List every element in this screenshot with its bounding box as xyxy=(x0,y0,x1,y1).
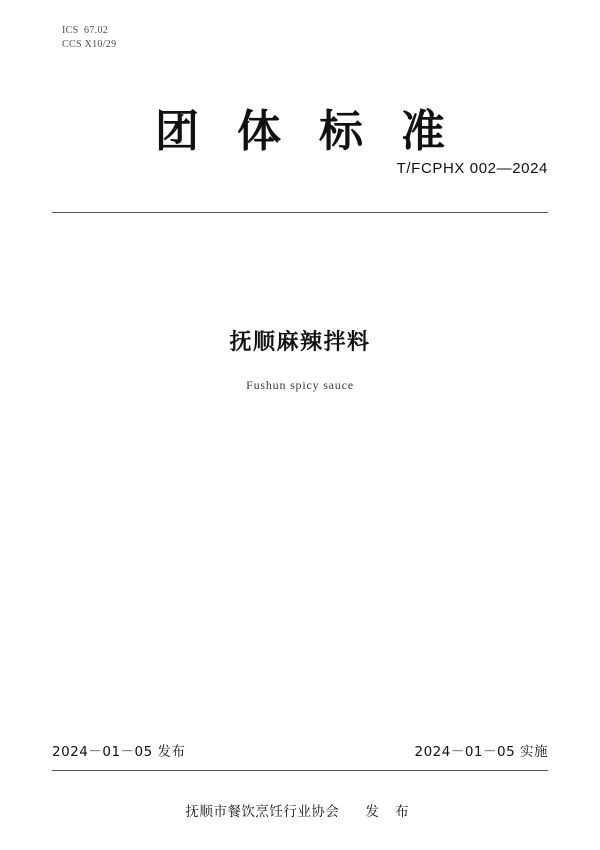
ccs-code: CCS X10/29 xyxy=(62,39,117,50)
publisher-action: 发 布 xyxy=(365,804,415,820)
ics-code: ICS 67.02 xyxy=(62,25,109,36)
issue-date: 2024－01－05 发布 xyxy=(52,744,186,760)
header-divider xyxy=(52,212,548,213)
publisher-name: 抚顺市餐饮烹饪行业协会 xyxy=(185,804,340,820)
document-name-chinese: 抚顺麻辣拌料 xyxy=(229,330,371,355)
publisher-line xyxy=(0,800,600,820)
page-title: 团体标准 xyxy=(155,106,483,157)
document-name-english: Fushun spicy sauce xyxy=(246,378,354,392)
standard-number: T/FCPHX 002—2024 xyxy=(396,160,548,177)
footer-divider xyxy=(52,770,548,771)
effective-date: 2024－01－05 实施 xyxy=(414,744,548,760)
dates-row xyxy=(52,740,548,760)
classification-codes xyxy=(62,24,116,52)
